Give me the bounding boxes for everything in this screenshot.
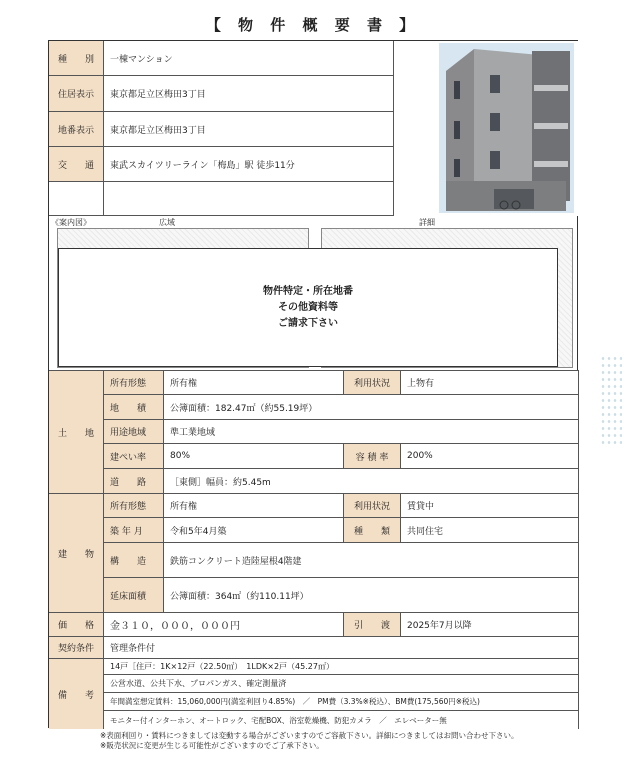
type-value: 一棟マンション <box>104 41 394 76</box>
land-area-label: 地 積 <box>104 395 164 420</box>
road-value: ［東側］幅員：約5.45m <box>164 469 579 494</box>
footnote-availability: ※販売状況に変更が生じる可能性がございますのでご了承下さい。 <box>100 741 324 750</box>
handover-value: 2025年7月以降 <box>401 613 579 637</box>
zoning-value: 準工業地域 <box>164 420 579 444</box>
lot-value: 東京都足立区梅田3丁目 <box>104 112 394 147</box>
land-section-label: 土 地 <box>49 371 104 494</box>
notice-line-1: 物件特定・所在地番 <box>263 285 353 297</box>
building-coverage-value: 80% <box>164 444 344 469</box>
document-title: 【 物 件 概 要 書 】 <box>205 16 421 34</box>
building-ownership-value: 所有権 <box>164 494 344 518</box>
building-coverage-label: 建ぺい率 <box>104 444 164 469</box>
land-usage-value: 上物有 <box>401 371 579 395</box>
land-usage-label: 利用状況 <box>344 371 401 395</box>
scan-noise <box>600 355 622 445</box>
building-usage-label: 利用状況 <box>344 494 401 518</box>
floor-area-label: 延床面積 <box>104 578 164 613</box>
built-date-label: 築 年 月 <box>104 518 164 543</box>
guide-map-label: 《案内図》 <box>51 218 91 227</box>
road-label: 道 路 <box>104 469 164 494</box>
request-info-notice <box>58 248 558 367</box>
remarks-line-facilities: モニター付インターホン、オートロック、宅配BOX、浴室乾燥機、防犯カメラ ／ エレベーター無 <box>104 711 579 729</box>
property-summary-sheet <box>48 40 578 728</box>
price-label: 価 格 <box>49 613 104 637</box>
building-kind-label: 種 類 <box>344 518 401 543</box>
building-kind-value: 共同住宅 <box>401 518 579 543</box>
contract-label: 契約条件 <box>49 637 104 659</box>
address-label: 住居表示 <box>49 76 104 112</box>
footnote-yield: ※表面利回り・賃料につきましては変動する場合がございますのでご容赦下さい。詳細につきましてはお問い合わせ下さい。 <box>100 731 519 740</box>
transit-value: 東武スカイツリーライン「梅島」駅 徒歩11分 <box>104 147 394 182</box>
remarks-line-utilities: 公営水道、公共下水、プロパンガス、確定測量済 <box>104 675 579 693</box>
land-area-value: 公簿面積：182.47㎡（約55.19坪） <box>164 395 579 420</box>
remarks-line-units: 14戸［住戸：1K×12戸（22.50㎡） 1LDK×2戸（45.27㎡） <box>104 659 579 675</box>
contract-value: 管理条件付 <box>104 637 579 659</box>
structure-label: 構 造 <box>104 543 164 578</box>
transit-label: 交 通 <box>49 147 104 182</box>
wide-map-label: 広域 <box>159 218 175 227</box>
land-ownership-label: 所有形態 <box>104 371 164 395</box>
empty-label <box>49 182 104 216</box>
building-ownership-label: 所有形態 <box>104 494 164 518</box>
address-value: 東京都足立区梅田3丁目 <box>104 76 394 112</box>
type-label: 種 別 <box>49 41 104 76</box>
built-date-value: 令和5年4月築 <box>164 518 344 543</box>
handover-label: 引 渡 <box>344 613 401 637</box>
notice-line-3: ご請求下さい <box>278 317 338 329</box>
footnotes <box>100 731 570 751</box>
remarks-line-rent: 年間満室想定賃料：15,060,000円(満室利回り4.85%) ／ PM費（3.3%※税込）、BM費(175,560円※税込) <box>104 693 579 711</box>
land-ownership-value: 所有権 <box>164 371 344 395</box>
price-value: 金３１０，０００，０００円 <box>104 613 344 637</box>
building-photo <box>394 41 579 216</box>
floor-area-ratio-value: 200% <box>401 444 579 469</box>
empty-value <box>104 182 394 216</box>
floor-area-value: 公簿面積：364㎡（約110.11坪） <box>164 578 579 613</box>
building-photo-image <box>394 41 579 216</box>
zoning-label: 用途地域 <box>104 420 164 444</box>
building-section-label: 建 物 <box>49 494 104 613</box>
structure-value: 鉄筋コンクリート造陸屋根4階建 <box>164 543 579 578</box>
remarks-label: 備 考 <box>49 659 104 729</box>
notice-line-2: その他資料等 <box>278 301 338 313</box>
floor-area-ratio-label: 容 積 率 <box>344 444 401 469</box>
detail-map-label: 詳細 <box>419 218 435 227</box>
lot-label: 地番表示 <box>49 112 104 147</box>
building-usage-value: 賃貸中 <box>401 494 579 518</box>
